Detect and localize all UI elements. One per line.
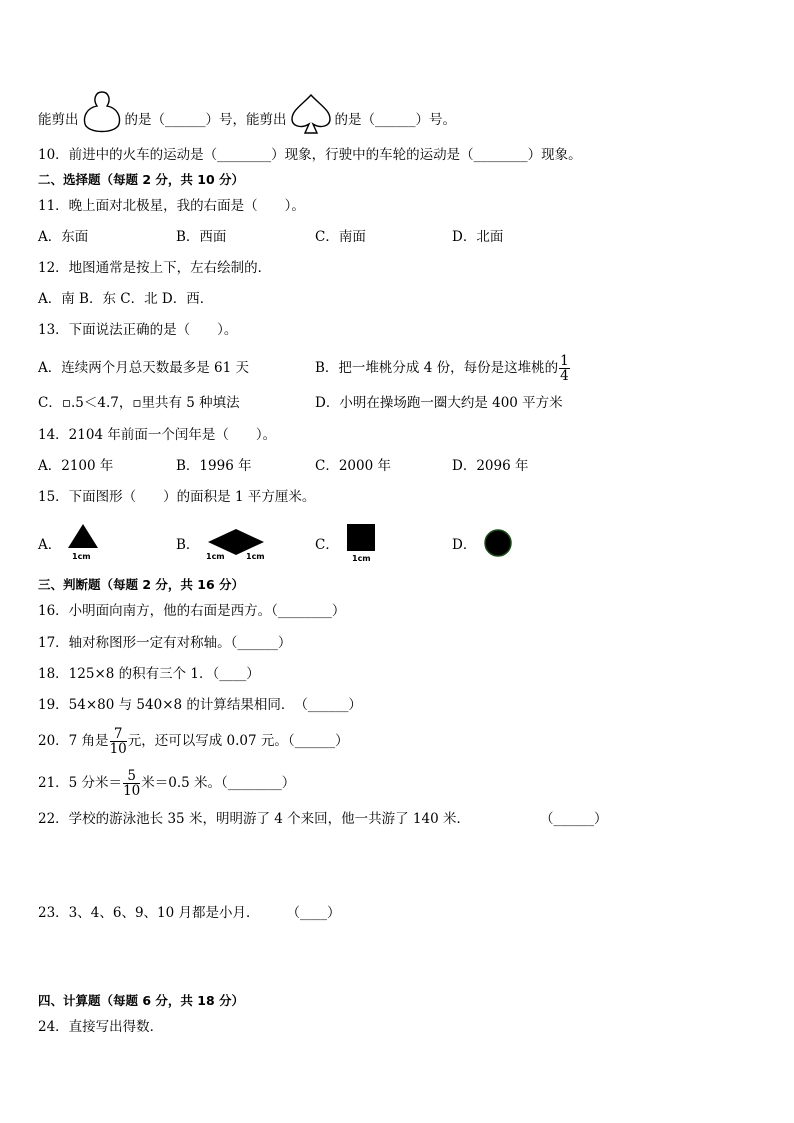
q18: 18．125×8 的积有三个 1．（____） bbox=[38, 666, 260, 682]
q16: 16．小明面向南方，他的右面是西方。（________） bbox=[38, 603, 346, 619]
q20-post: 元，还可以写成 0.07 元。（______） bbox=[127, 733, 349, 749]
fraction-one-quarter bbox=[559, 354, 570, 383]
q10: 10．前进中的火车的运动是（________）现象，行驶中的车轮的运动是（________）现象。 bbox=[38, 147, 582, 163]
q9-text-2: 的是（______）号，能剪出 bbox=[124, 112, 287, 128]
q14-stem: 14．2104 年前面一个闰年是（ ）。 bbox=[38, 427, 277, 443]
q15-rhombus bbox=[204, 526, 266, 560]
q9-line bbox=[38, 90, 456, 136]
q15-option-b-label: B． bbox=[176, 537, 200, 553]
q15-triangle bbox=[66, 522, 102, 562]
q15-rhombus-unit-2: 1cm bbox=[246, 552, 265, 560]
q15-square bbox=[344, 522, 378, 564]
q13-stem: 13．下面说法正确的是（ ）。 bbox=[38, 322, 238, 338]
q14-option-a: A．2100 年 bbox=[38, 458, 114, 474]
q14-option-d: D．2096 年 bbox=[452, 458, 529, 474]
gourd-figure bbox=[81, 90, 123, 136]
q14-option-c: C．2000 年 bbox=[315, 458, 391, 474]
q11-stem: 11．晚上面对北极星，我的右面是（ ）。 bbox=[38, 198, 305, 214]
q15-rhombus-unit-1: 1cm bbox=[206, 552, 225, 560]
q19: 19．54×80 与 540×8 的计算结果相同． （______） bbox=[38, 697, 362, 713]
section3-heading: 三、判断题（每题 2 分，共 16 分） bbox=[38, 577, 245, 592]
q24: 24．直接写出得数． bbox=[38, 1019, 164, 1035]
section2-heading: 二、选择题（每题 2 分，共 10 分） bbox=[38, 172, 245, 187]
q21-pre: 21．5 分米＝ bbox=[38, 775, 123, 791]
q21 bbox=[38, 763, 295, 803]
q13-option-d: D．小明在操场跑一圈大约是 400 平方米 bbox=[315, 395, 563, 411]
q12-stem: 12．地图通常是按上下，左右绘制的． bbox=[38, 260, 272, 276]
spade-figure bbox=[289, 92, 333, 136]
fraction-numerator: 1 bbox=[560, 353, 569, 369]
q11-option-c: C．南面 bbox=[315, 229, 366, 245]
fraction-denominator: 4 bbox=[560, 368, 569, 384]
fraction-denominator: 10 bbox=[109, 741, 127, 757]
q14-option-b: B．1996 年 bbox=[176, 458, 252, 474]
section4-heading: 四、计算题（每题 6 分，共 18 分） bbox=[38, 993, 245, 1008]
fraction-seven-tenths bbox=[110, 727, 127, 756]
q11-option-a: A．东面 bbox=[38, 229, 89, 245]
q22-text: 22．学校的游泳池长 35 米，明明游了 4 个来回，他一共游了 140 米． bbox=[38, 811, 470, 827]
q15-stem: 15．下面图形（ ）的面积是 1 平方厘米。 bbox=[38, 489, 316, 505]
q13-option-b bbox=[315, 348, 571, 388]
fraction-numerator: 5 bbox=[123, 769, 140, 784]
q12-options: A．南 B．东 C．北 D．西． bbox=[38, 291, 214, 307]
q15-option-a-label: A． bbox=[38, 537, 62, 553]
q11-option-d: D．北面 bbox=[452, 229, 504, 245]
q15-triangle-unit: 1cm bbox=[72, 552, 91, 561]
q11-option-b: B．西面 bbox=[176, 229, 227, 245]
q13-option-b-text: B．把一堆桃分成 4 份，每份是这堆桃的 bbox=[315, 360, 559, 376]
q17: 17．轴对称图形一定有对称轴。（______） bbox=[38, 635, 292, 651]
fraction-denominator: 10 bbox=[123, 783, 141, 799]
q13-option-a: A．连续两个月总天数最多是 61 天 bbox=[38, 360, 250, 376]
q15-option-d-label: D． bbox=[452, 537, 477, 553]
fraction-five-tenths bbox=[123, 769, 140, 798]
q9-text-1: 能剪出 bbox=[38, 112, 79, 128]
q22-blank: （______） bbox=[540, 811, 608, 827]
q15-option-c-label: C． bbox=[315, 537, 339, 553]
q20-pre: 20．7 角是 bbox=[38, 733, 109, 749]
q13-option-c: C．▫.5＜4.7，▫里共有 5 种填法 bbox=[38, 395, 240, 411]
q9-text-3: 的是（______）号。 bbox=[334, 112, 456, 128]
fraction-numerator: 7 bbox=[110, 727, 127, 742]
q21-post: 米＝0.5 米。（________） bbox=[141, 775, 296, 791]
q23: 23．3、4、6、9、10 月都是小月． （____） bbox=[38, 905, 341, 921]
q15-circle bbox=[482, 528, 514, 558]
q20 bbox=[38, 721, 349, 761]
q15-square-unit: 1cm bbox=[352, 554, 371, 563]
